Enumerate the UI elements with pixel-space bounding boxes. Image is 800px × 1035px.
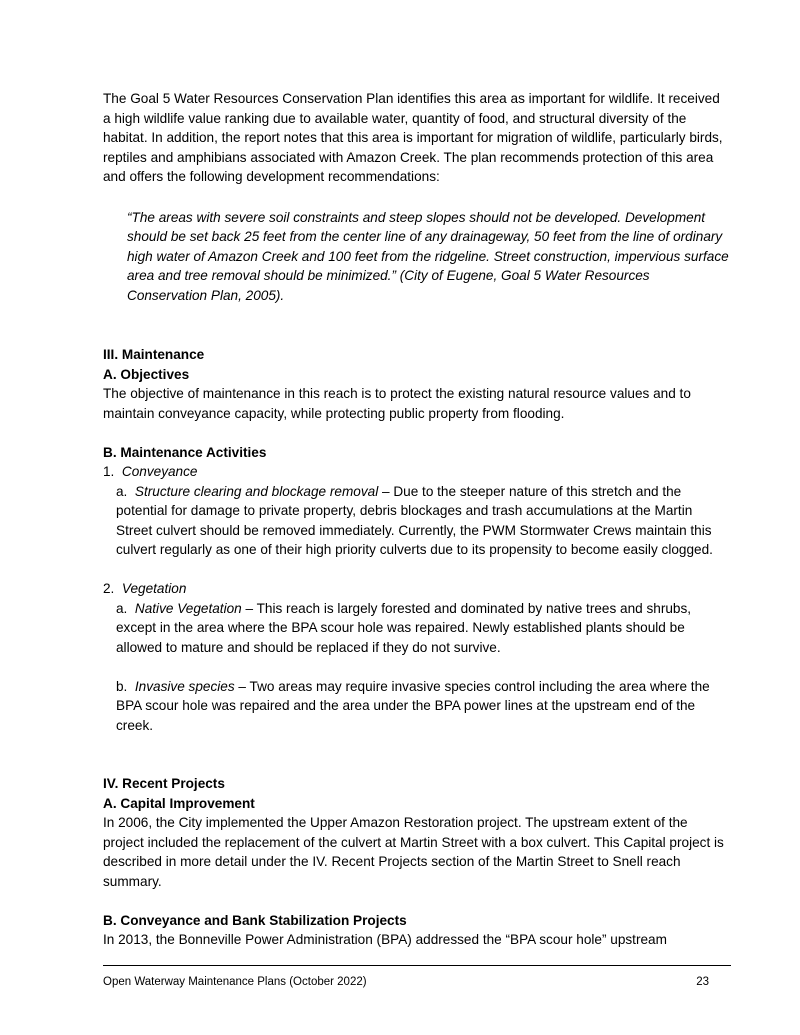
subheading-objectives: A. Objectives xyxy=(103,366,190,382)
subheading-capital-improvement: A. Capital Improvement xyxy=(103,795,255,811)
list-item-label: Conveyance xyxy=(121,464,198,479)
footer-title: Open Waterway Maintenance Plans (October 2022) xyxy=(103,976,367,988)
sub-item-title: Native Vegetation xyxy=(134,600,242,616)
spacer xyxy=(103,891,731,911)
sub-item-text: – This reach is largely forested and dominated by native trees and shrubs, except in the area where the BPA scour hole was repaired. Newly established plants should be allowed to mature and should be replaced if they do not survive. xyxy=(116,600,692,655)
conveyance-projects-paragraph: In 2013, the Bonneville Power Administration (BPA) addressed the “BPA scour hole” upstream xyxy=(103,932,667,947)
spacer xyxy=(103,657,731,677)
list-number: 2. xyxy=(103,581,115,596)
capital-improvement-paragraph: In 2006, the City implemented the Upper Amazon Restoration project. The upstream extent of the project included the replacement of the culvert at Martin Street with a box culvert. This Capital project is described in more detail under the IV. Recent Projects section of the Martin Street to Snell reach summary. xyxy=(103,815,724,889)
sub-item-structure-clearing xyxy=(116,482,731,560)
sub-item-letter: a. xyxy=(116,483,128,499)
subheading-conveyance-bank-stabilization: B. Conveyance and Bank Stabilization Projects xyxy=(103,912,407,928)
sub-item-title: Structure clearing and blockage removal xyxy=(134,483,379,499)
page-content xyxy=(103,89,731,950)
sub-item-letter: b. xyxy=(116,678,128,694)
list-number: 1. xyxy=(103,464,115,479)
section-heading-maintenance: III. Maintenance xyxy=(103,347,205,362)
spacer xyxy=(103,560,731,580)
spacer xyxy=(103,735,731,774)
sub-item-title: Invasive species xyxy=(134,678,235,694)
sub-item-text: – Two areas may require invasive species control including the area where the BPA scour hole was repaired and the area under the BPA power lines at the upstream end of the creek. xyxy=(116,678,710,733)
objectives-paragraph: The objective of maintenance in this reach is to protect the existing natural resource values and to maintain conveyance capacity, while protecting public property from flooding. xyxy=(103,386,691,421)
sub-item-letter: a. xyxy=(116,600,128,616)
page-footer xyxy=(103,965,731,990)
subheading-maintenance-activities: B. Maintenance Activities xyxy=(103,444,267,460)
page-number: 23 xyxy=(696,976,709,988)
sub-item-invasive-species xyxy=(116,677,731,736)
spacer xyxy=(103,423,731,443)
list-item-conveyance xyxy=(103,462,731,482)
sub-item-native-vegetation xyxy=(116,599,731,658)
sub-item-text: – Due to the steeper nature of this stretch and the potential for damage to private property, debris blockages and trash accumulations at the Martin Street culvert should be removed immediately. Currently, the PWM Stormwater Crews maintain this culvert regularly as one of their high priority culverts due to its propensity to become easily clogged. xyxy=(116,483,713,557)
block-quote: “The areas with severe soil constraints and steep slopes should not be developed. Development should be set back 25 feet from the center line of any drainageway, 50 feet from the line of ordinary high water of Amazon Creek and 100 feet from the ridgeline. Street construction, impervious surface area and tree removal should be minimized.” (City of Eugene, Goal 5 Water Resources Conservation Plan, 2005). xyxy=(127,209,729,303)
intro-paragraph: The Goal 5 Water Resources Conservation Plan identifies this area as important for wildlife. It received a high wildlife value ranking due to available water, quantity of food, and structural diversity of the habitat. In addition, the report notes that this area is important for migration of wildlife, particularly birds, reptiles and amphibians associated with Amazon Creek. The plan recommends protection of this area and offers the following development recommendations: xyxy=(103,91,723,184)
list-item-vegetation xyxy=(103,579,731,599)
list-item-label: Vegetation xyxy=(121,581,187,596)
section-heading-recent-projects: IV. Recent Projects xyxy=(103,776,225,791)
